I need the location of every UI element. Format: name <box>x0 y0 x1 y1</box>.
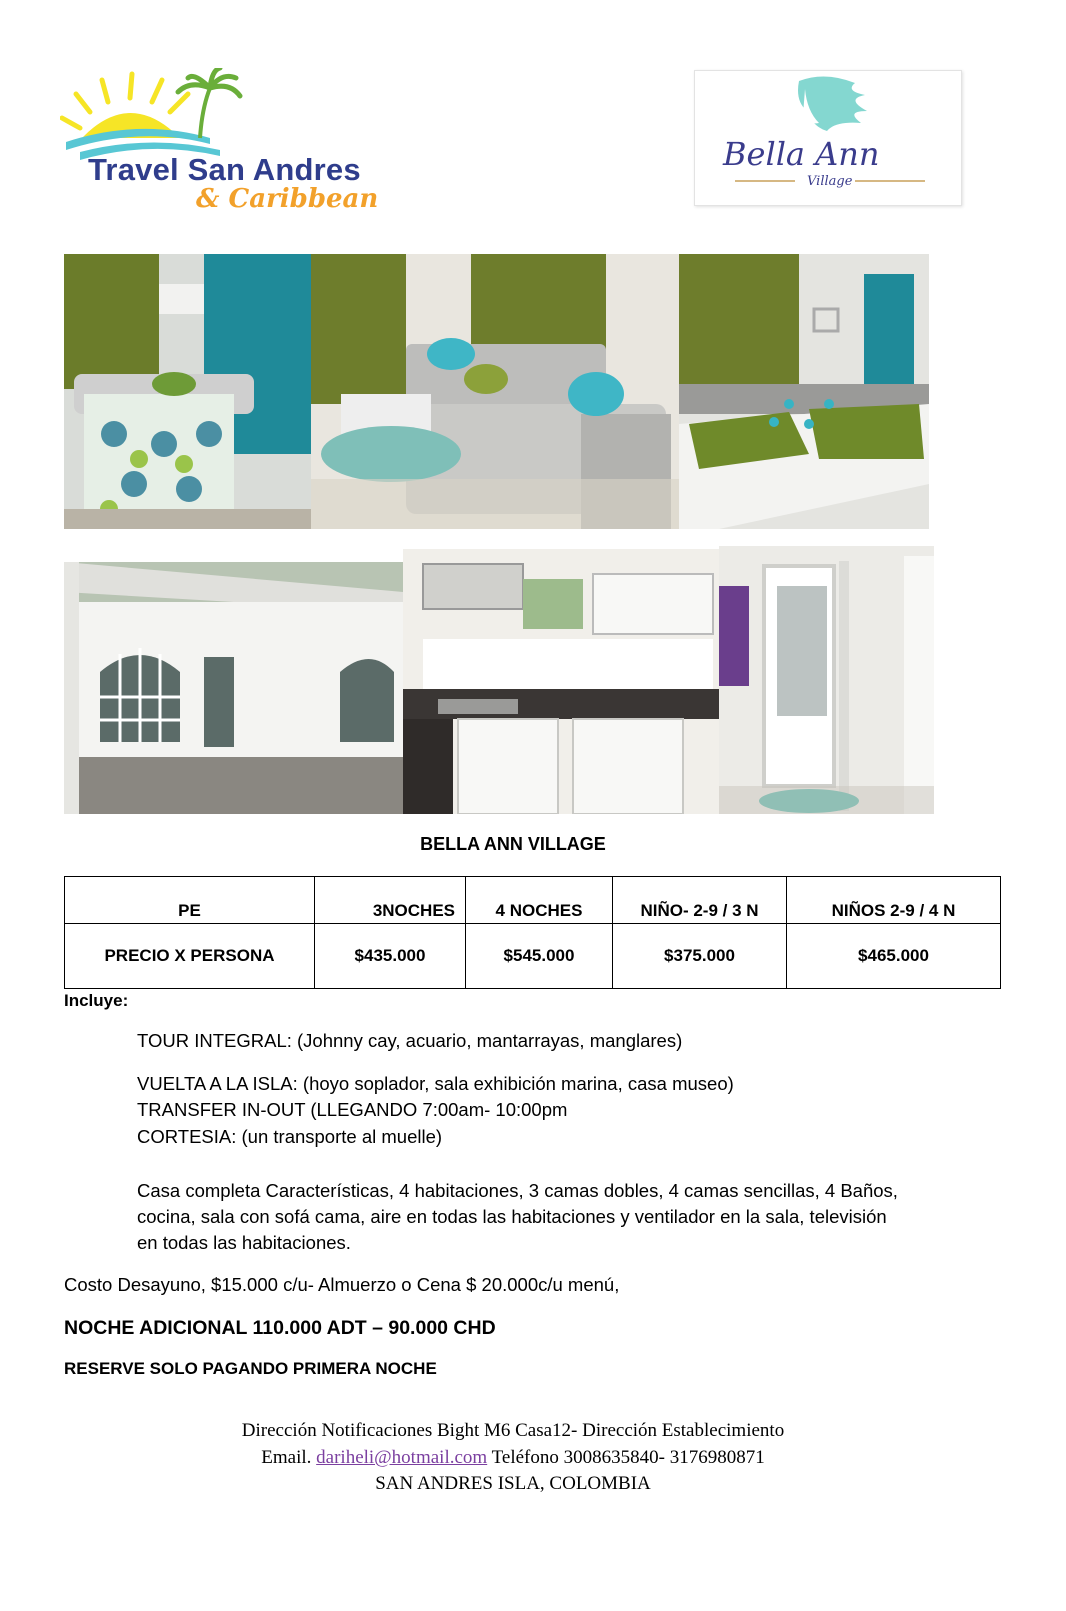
travel-san-andres-logo <box>60 68 390 218</box>
include-cortesia: CORTESIA: (un transporte al muelle) <box>137 1126 443 1147</box>
bedroom-photo <box>64 254 311 529</box>
table-header-cell: PE <box>65 877 315 924</box>
extra-night: NOCHE ADICIONAL 110.000 ADT – 90.000 CHD <box>64 1317 496 1339</box>
kitchen-photo <box>403 549 719 814</box>
table-header-cell: 3NOCHES <box>315 877 466 924</box>
include-transfer: TRANSFER IN-OUT (LLEGANDO 7:00am- 10:00pm <box>137 1099 568 1120</box>
bella-ann-village-logo <box>694 70 962 206</box>
table-cell: $435.000 <box>315 924 466 989</box>
table-cell: $545.000 <box>466 924 613 989</box>
table-header-cell: 4 NOCHES <box>466 877 613 924</box>
bathroom-photo <box>719 546 934 814</box>
table-header-row <box>65 877 1001 924</box>
footer-contact <box>0 1445 1026 1471</box>
house-exterior-photo <box>64 562 403 814</box>
includes-label: Incluye: <box>64 991 129 1010</box>
include-tour: TOUR INTEGRAL: (Johnny cay, acuario, mantarrayas, manglares) <box>137 1030 683 1051</box>
logo-text-caribbean: & Caribbean <box>196 184 379 214</box>
table-header-cell: NIÑO- 2-9 / 3 N <box>613 877 787 924</box>
email-link[interactable]: dariheli@hotmail.com <box>316 1447 488 1468</box>
table-row <box>65 924 1001 989</box>
email-label: Email. <box>261 1447 312 1468</box>
logo-text-bella-ann: Bella Ann <box>723 135 880 173</box>
living-room-photo <box>311 254 679 529</box>
logo-text-village: Village <box>807 174 853 189</box>
table-cell: $375.000 <box>613 924 787 989</box>
logo-text-travel: Travel San Andres <box>88 152 361 187</box>
footer-address: Dirección Notificaciones Bight M6 Casa12- Dirección Establecimiento <box>241 1420 785 1441</box>
table-cell: $465.000 <box>787 924 1001 989</box>
house-description-line: Casa completa Características, 4 habitaciones, 3 camas dobles, 4 camas sencillas, 4 Baños, <box>137 1180 898 1201</box>
price-table <box>64 876 1001 989</box>
meal-cost: Costo Desayuno, $15.000 c/u- Almuerzo o Cena $ 20.000c/u menú, <box>64 1274 620 1295</box>
table-header-cell: NIÑOS 2-9 / 4 N <box>787 877 1001 924</box>
house-description-line: en todas las habitaciones. <box>137 1232 351 1253</box>
dining-photo <box>679 254 929 529</box>
reserve-note: RESERVE SOLO PAGANDO PRIMERA NOCHE <box>64 1359 437 1378</box>
footer-location: SAN ANDRES ISLA, COLOMBIA <box>375 1473 651 1494</box>
phone-text: Teléfono 3008635840- 3176980871 <box>491 1447 765 1468</box>
page-title: BELLA ANN VILLAGE <box>420 834 606 854</box>
include-vuelta: VUELTA A LA ISLA: (hoyo soplador, sala exhibición marina, casa museo) <box>137 1073 734 1094</box>
table-cell: PRECIO X PERSONA <box>65 924 315 989</box>
house-description-line: cocina, sala con sofá cama, aire en todas las habitaciones y ventilador en la sala, televisión <box>137 1206 887 1227</box>
